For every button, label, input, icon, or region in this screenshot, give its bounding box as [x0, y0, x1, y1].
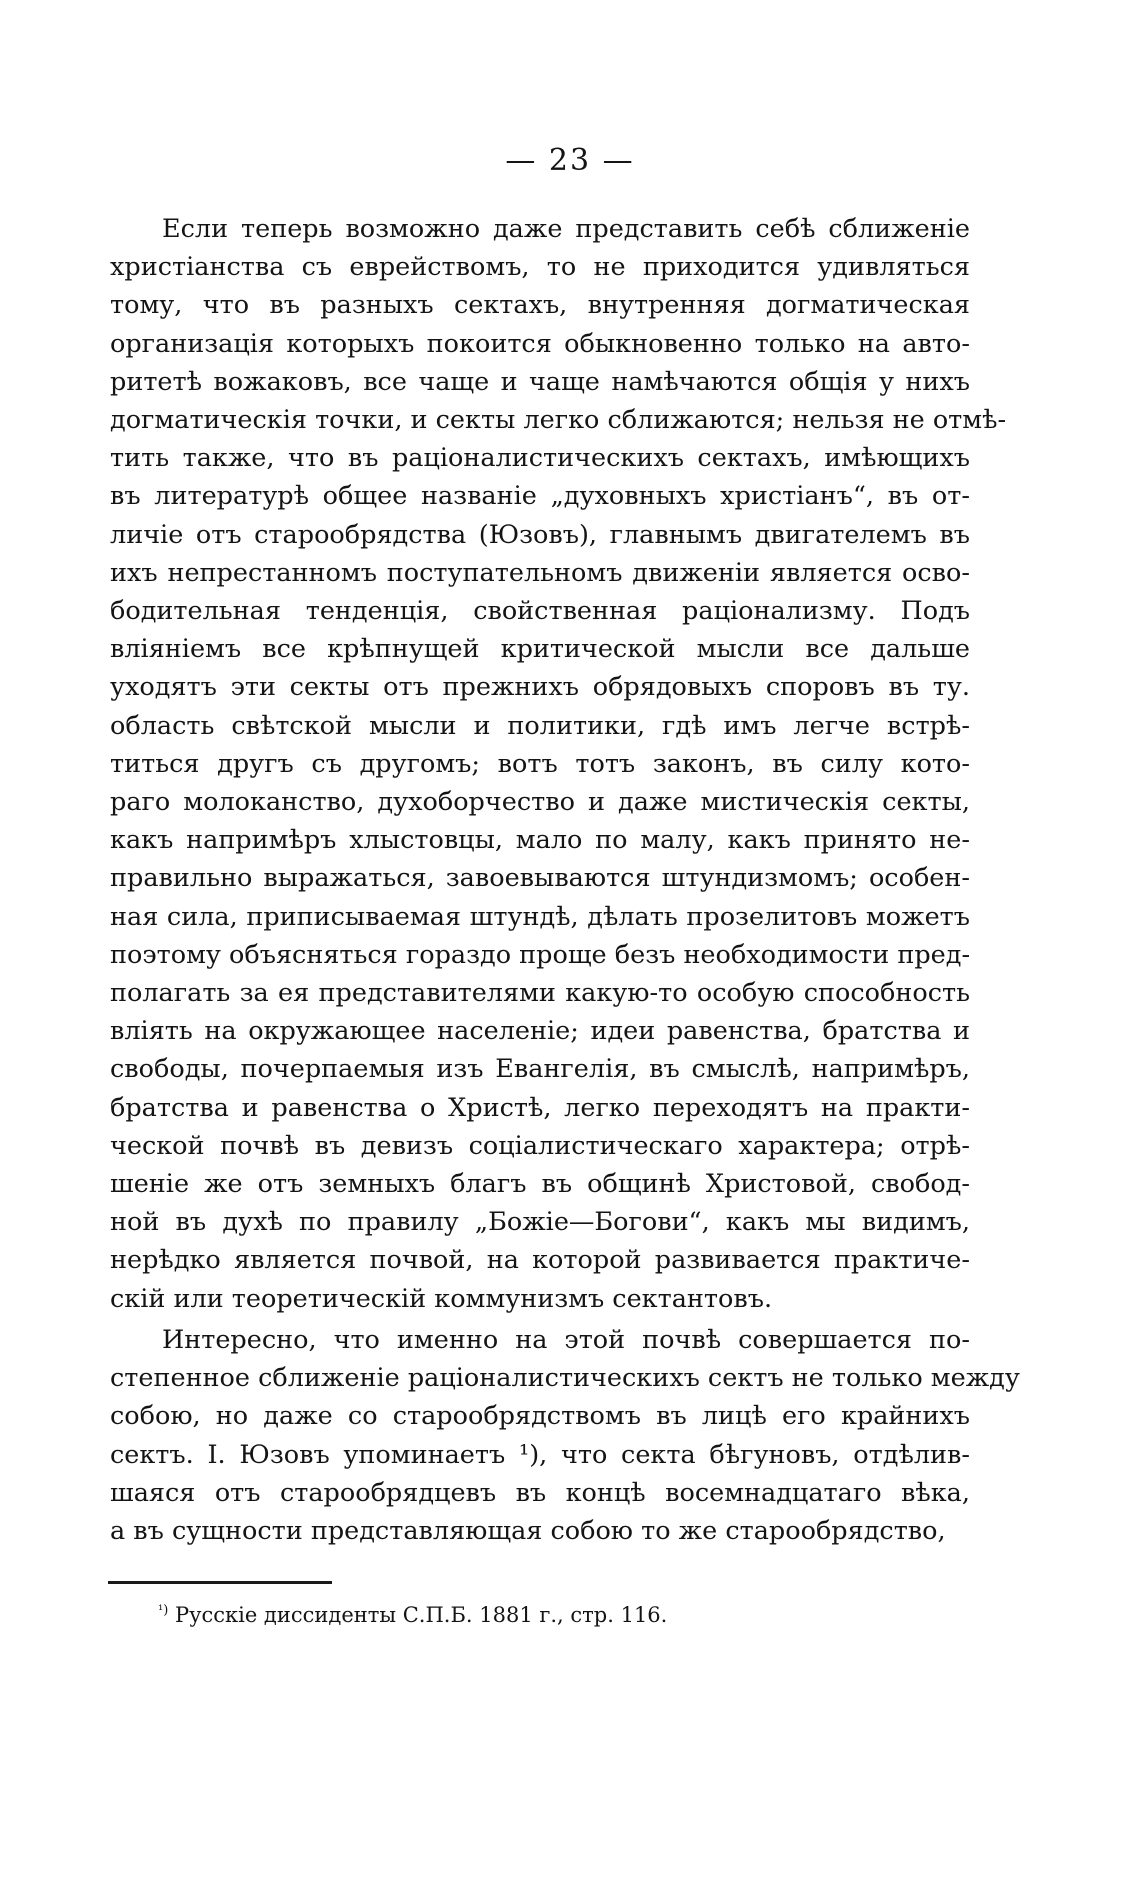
- footnote: [158, 1603, 667, 1627]
- text-line: братства и равенства о Христѣ, легко переходятъ на практи-: [110, 1092, 970, 1123]
- text-line: раго молоканство, духоборчество и даже мистическія секты,: [110, 787, 970, 818]
- text-line: ная сила, приписываемая штундѣ, дѣлать прозелитовъ можетъ: [110, 901, 970, 932]
- text-line: собою, но даже со старообрядствомъ въ лицѣ его крайнихъ: [110, 1401, 970, 1432]
- text-line: титься другъ съ другомъ; вотъ тотъ законъ, въ силу кото-: [110, 748, 970, 779]
- text-line: область свѣтской мысли и политики, гдѣ имъ легче встрѣ-: [110, 710, 970, 741]
- text-line: тому, что въ разныхъ сектахъ, внутренняя догматическая: [110, 290, 970, 321]
- text-line: правильно выражаться, завоевываются штундизмомъ; особен-: [110, 863, 970, 894]
- paragraph-2: [110, 1321, 1020, 1550]
- text-line: а въ сущности представляющая собою то же старообрядство,: [110, 1515, 946, 1546]
- text-line: догматическія точки, и секты легко сближаются; нельзя не отмѣ-: [110, 405, 1007, 436]
- text-line: шаяся отъ старообрядцевъ въ концѣ восемнадцатаго вѣка,: [110, 1477, 970, 1508]
- page-number: — 23 —: [505, 143, 635, 178]
- text-line: нерѣдко является почвой, на которой развивается практиче-: [110, 1245, 970, 1276]
- text-line: личіе отъ старообрядства (Юзовъ), главнымъ двигателемъ въ: [110, 519, 970, 550]
- text-line: вліять на окружающее населеніе; идеи равенства, братства и: [110, 1016, 970, 1047]
- text-line: вліяніемъ все крѣпнущей критической мысли все дальше: [110, 634, 970, 665]
- footnote-text: Русскіе диссиденты С.П.Б. 1881 г., стр. 116.: [174, 1603, 668, 1627]
- text-line: Если теперь возможно даже представить себѣ сближеніе: [162, 214, 970, 244]
- text-line: уходятъ эти секты отъ прежнихъ обрядовыхъ споровъ въ ту.: [110, 672, 970, 703]
- text-line: ческой почвѣ въ девизъ соціалистическаго характера; отрѣ-: [110, 1130, 970, 1161]
- text-line: христіанства съ еврействомъ, то не приходится удивляться: [110, 252, 970, 283]
- text-line: степенное сближеніе раціоналистическихъ сектъ не только между: [110, 1363, 1020, 1394]
- text-line: сектъ. І. Юзовъ упоминаетъ ¹), что секта бѣгуновъ, отдѣлив-: [110, 1439, 970, 1470]
- paragraph-1: [110, 210, 1007, 1318]
- text-line: ритетѣ вожаковъ, все чаще и чаще намѣчаются общія у нихъ: [110, 366, 970, 397]
- text-line: организація которыхъ покоится обыкновенно только на авто-: [110, 328, 970, 359]
- text-line: ной въ духѣ по правилу „Божіе—Богови“, какъ мы видимъ,: [110, 1207, 970, 1238]
- text-line: тить также, что въ раціоналистическихъ сектахъ, имѣющихъ: [110, 443, 970, 474]
- text-line: ихъ непрестанномъ поступательномъ движеніи является осво-: [110, 557, 970, 588]
- text-line: въ литературѣ общее названіе „духовныхъ христіанъ“, въ от-: [110, 481, 970, 512]
- text-line: Интересно, что именно на этой почвѣ совершается по-: [162, 1324, 970, 1355]
- text-line: свободы, почерпаемыя изъ Евангелія, въ смыслѣ, напримѣръ,: [110, 1054, 970, 1085]
- footnote-separator: [108, 1581, 332, 1584]
- text-line: бодительная тенденція, свойственная раціонализму. Подъ: [110, 596, 970, 627]
- text-line: скій или теоретическій коммунизмъ сектантовъ.: [110, 1283, 773, 1314]
- body-text: [110, 210, 1020, 1550]
- text-line: поэтому объясняться гораздо проще безъ необходимости пред-: [110, 939, 971, 970]
- text-line: полагать за ея представителями какую-то особую способность: [110, 978, 970, 1009]
- text-line: шеніе же отъ земныхъ благъ въ общинѣ Христовой, свобод-: [110, 1169, 970, 1200]
- footnote-marker: ¹): [158, 1603, 169, 1618]
- text-line: какъ напримѣръ хлыстовцы, мало по малу, какъ принято не-: [110, 825, 970, 856]
